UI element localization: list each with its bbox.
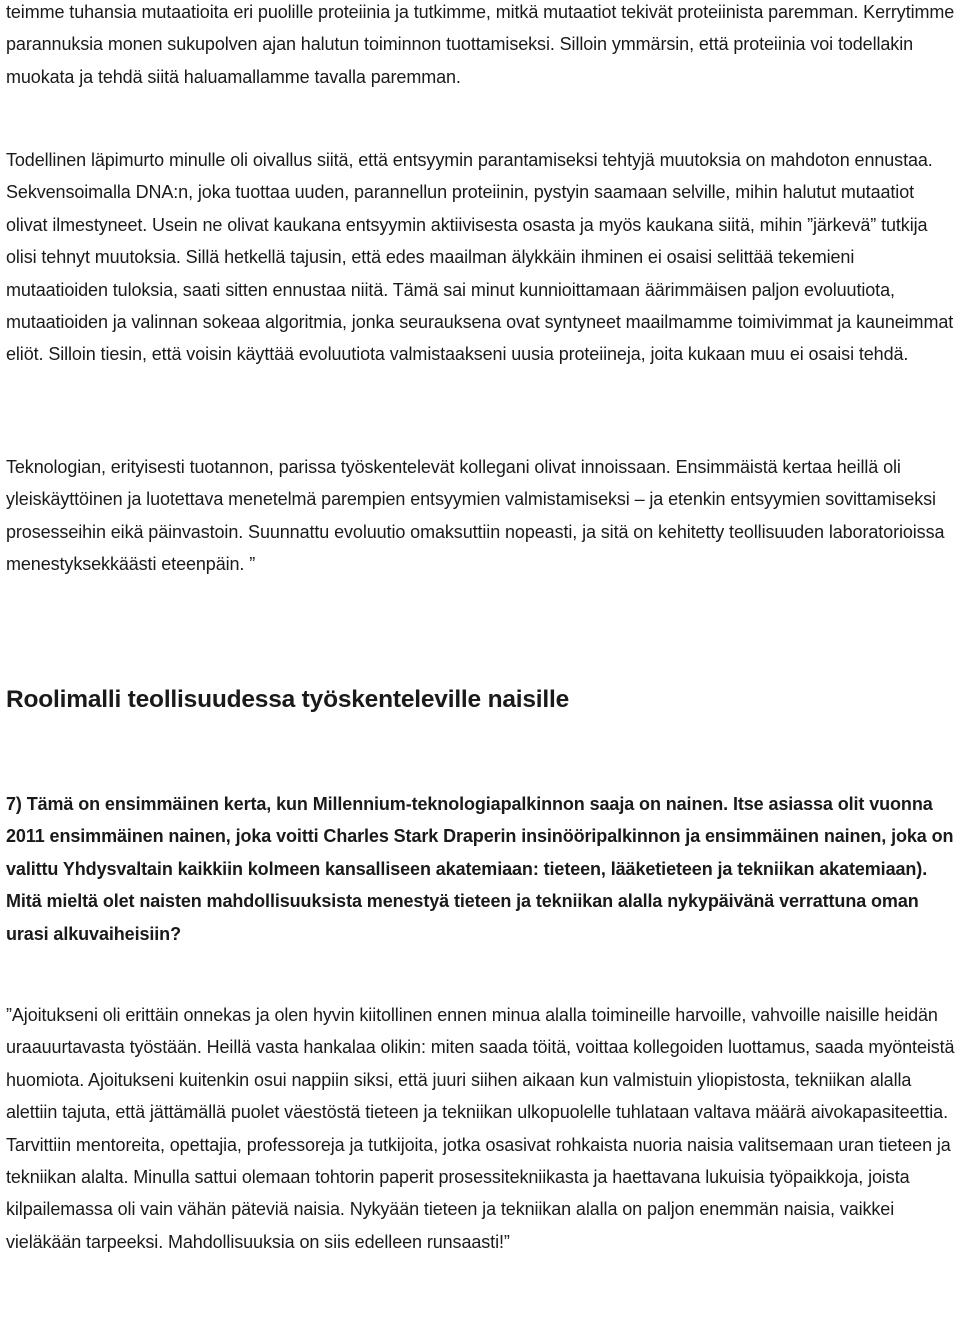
section-heading: Roolimalli teollisuudessa työskenteleville naisille bbox=[6, 686, 570, 713]
paragraph-colleagues: Teknologian, erityisesti tuotannon, parissa työskentelevät kollegani olivat innoissaan. Ensimmäistä kertaa heillä oli yleiskäyttöinen ja luotettava menetelmä parempien entsyymien valmistamiseksi – ja etenkin entsyymien sovittamiseksi prosesseihin eikä päinvastoin. Suunnattu evoluutio omaksuttiin nopeasti, ja sitä on kehitetty teollisuuden laboratorioissa menestyksekkäästi eteenpäin. ” bbox=[6, 457, 945, 575]
interview-answer: ”Ajoitukseni oli erittäin onnekas ja olen hyvin kiitollinen ennen minua alalla toimineille harvoille, vahvoille naisille heidän uraauurtavasta työstään. Heillä vasta hankalaa olikin: miten saada töitä, voittaa kollegoiden luottamus, saada myönteistä huomiota. Ajoitukseni kuitenkin osui nappiin siksi, että juuri siihen aikaan kun valmistuin yliopistosta, tekniikan alalla alettiin tajuta, että jättämällä puolet väestöstä tieteen ja tekniikan ulkopuolelle tuhlataan valtava määrä aivokapasiteettia. Tarvittiin mentoreita, opettajia, professoreja ja tutkijoita, jotka osasivat rohkaista nuoria naisia valitsemaan uran tieteen ja tekniikan alalta. Minulla sattui olemaan tohtorin paperit prosessitekniikasta ja haettavana lukuisia työpaikkoja, joista kilpailemassa oli vain vähän päteviä naisia. Nykyään tieteen ja tekniikan alalla on paljon enemmän naisia, vaikkei vieläkään tarpeeksi. Mahdollisuuksia on siis edelleen runsaasti!” bbox=[6, 1005, 955, 1252]
paragraph-intro: teimme tuhansia mutaatioita eri puolille proteiinia ja tutkimme, mitkä mutaatiot tekivät proteiinista paremman. Kerrytimme parannuksia monen sukupolven ajan halutun toiminnon tuottamiseksi. Silloin ymmärsin, että proteiinia voi todellakin muokata ja tehdä siitä haluamallamme tavalla paremman. bbox=[6, 2, 955, 87]
interview-question: 7) Tämä on ensimmäinen kerta, kun Millennium-teknologiapalkinnon saaja on nainen. Itse asiassa olit vuonna 2011 ensimmäinen nainen, joka voitti Charles Stark Draperin insinööripalkinnon ja ensimmäinen nainen, joka on valittu Yhdysvaltain kaikkiin kolmeen kansalliseen akatemiaan: tieteen, lääketieteen ja tekniikan akatemiaan). Mitä mieltä olet naisten mahdollisuuksista menestyä tieteen ja tekniikan alalla nykypäivänä verrattuna oman urasi alkuvaiheisiin? bbox=[6, 794, 954, 944]
paragraph-breakthrough: Todellinen läpimurto minulle oli oivallus siitä, että entsyymin parantamiseksi tehtyjä muutoksia on mahdoton ennustaa. Sekvensoimalla DNA:n, joka tuottaa uuden, parannellun proteiinin, pystyin saamaan selville, mihin halutut mutaatiot olivat ilmestyneet. Usein ne olivat kaukana entsyymin aktiivisesta osasta ja myös kaukana siitä, mihin ”järkevä” tutkija olisi tehnyt muutoksia. Sillä hetkellä tajusin, että edes maailman älykkäin ihminen ei osaisi selittää tekemieni mutaatioiden tuloksia, saati sitten ennustaa niitä. Tämä sai minut kunnioittamaan äärimmäisen paljon evoluutiota, mutaatioiden ja valinnan sokeaa algoritmia, jonka seurauksena ovat syntyneet maailmamme toimivimmat ja kauneimmat eliöt. Silloin tiesin, että voisin käyttää evoluutiota valmistaakseni uusia proteiineja, joita kukaan muu ei osaisi tehdä. bbox=[6, 150, 954, 365]
